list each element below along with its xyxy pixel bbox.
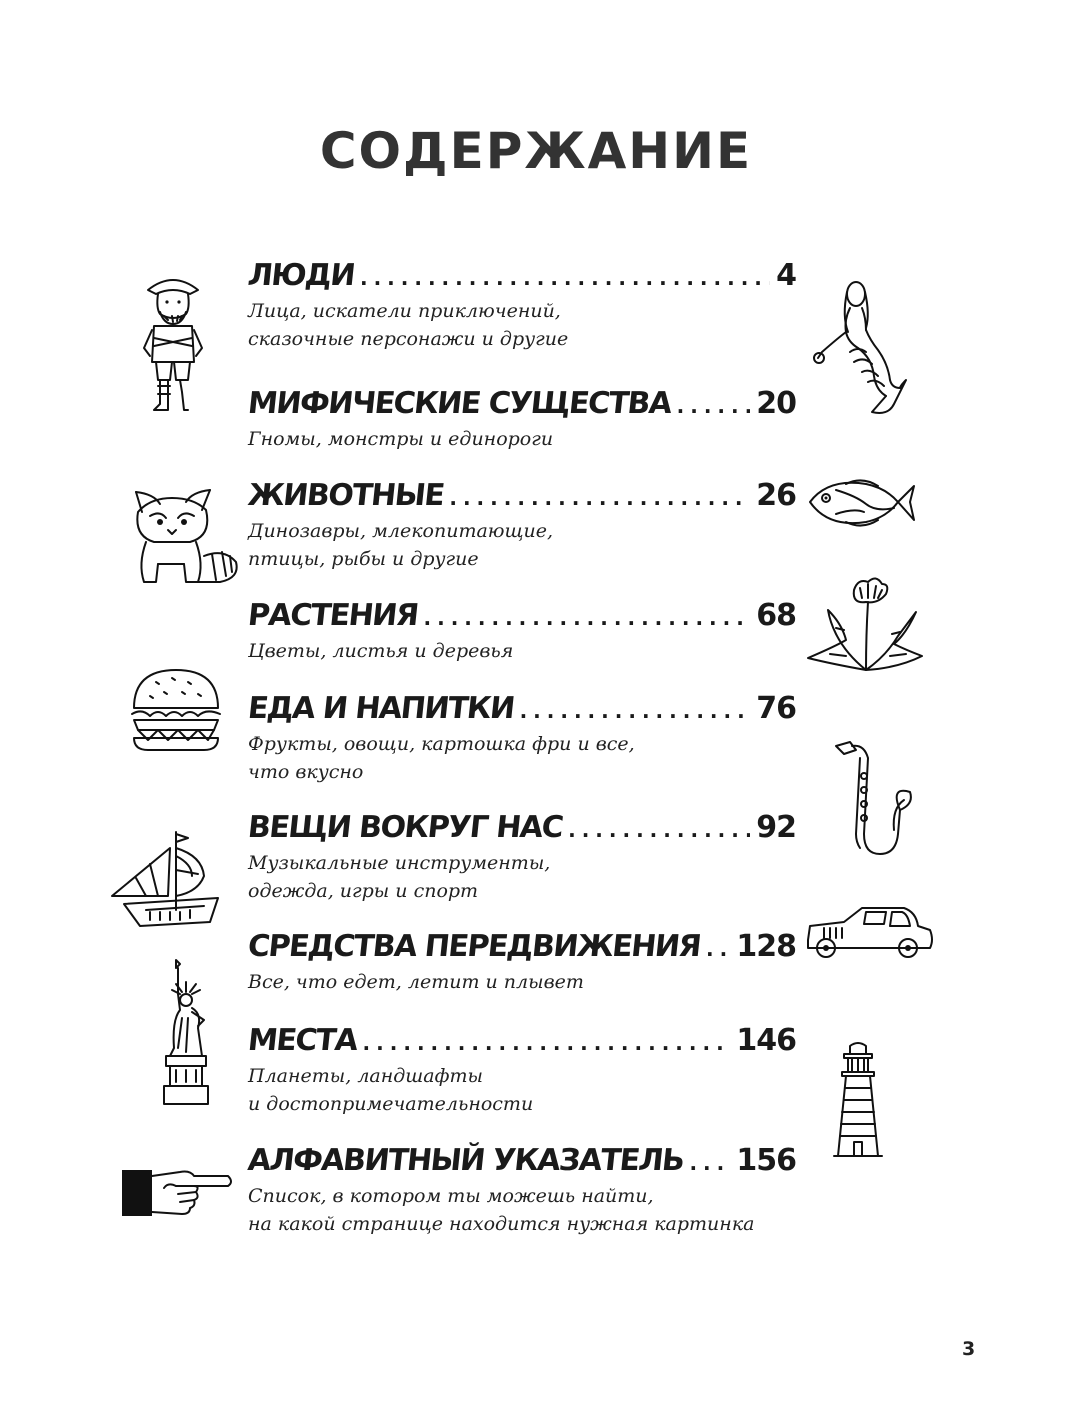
toc-entry-alphabetical-index[interactable] (248, 1143, 796, 1238)
toc-entry-description (248, 297, 796, 353)
description-line: Цветы, листья и деревья (248, 640, 514, 662)
toc-entry-things-around-us[interactable] (248, 810, 796, 905)
toc-entry-places[interactable] (248, 1023, 796, 1118)
toc-entry-title: АЛФАВИТНЫЙ УКАЗАТЕЛЬ (246, 1143, 686, 1178)
description-line: на какой странице находится нужная картинка (248, 1213, 755, 1235)
toc-entry-page: 156 (736, 1143, 796, 1178)
toc-leader-dots (520, 699, 751, 723)
toc-entry-description (248, 968, 796, 996)
toc-entry-page: 146 (736, 1023, 796, 1058)
toc-entry-heading (248, 1143, 796, 1178)
description-line: одежда, игры и спорт (248, 880, 479, 902)
toc-entry-page: 4 (776, 258, 796, 293)
description-line: Лица, искатели приключений, (248, 300, 561, 322)
description-line: Музыкальные инструменты, (248, 852, 551, 874)
toc-entry-page: 68 (756, 598, 796, 633)
toc-entry-heading (248, 386, 796, 421)
page-number: 3 (962, 1338, 976, 1360)
description-line: сказочные персонажи и другие (248, 328, 569, 350)
burger-icon (128, 664, 224, 754)
statue-of-liberty-icon (158, 958, 216, 1108)
toc-entry-title: ЖИВОТНЫЕ (246, 478, 446, 513)
toc-leader-dots (424, 606, 751, 630)
toc-leader-dots (677, 394, 751, 418)
sailing-ship-icon (106, 830, 226, 934)
toc-entry-title: СРЕДСТВА ПЕРЕДВИЖЕНИЯ (246, 929, 702, 964)
toc-entry-heading (248, 258, 796, 293)
toc-entry-heading (248, 598, 796, 633)
toc-entry-page: 92 (756, 810, 796, 845)
toc-entry-description (248, 517, 796, 573)
description-line: Все, что едет, летит и плывет (248, 971, 584, 993)
saxophone-icon (834, 738, 914, 860)
toc-leader-dots (568, 818, 750, 842)
toc-entry-transport[interactable] (248, 929, 796, 996)
description-line: Фрукты, овощи, картошка фри и все, (248, 733, 635, 755)
toc-leader-dots (449, 486, 750, 510)
lighthouse-icon (830, 1040, 886, 1160)
toc-entry-title: ВЕЩИ ВОКРУГ НАС (246, 810, 564, 845)
pointing-hand-icon (120, 1164, 234, 1222)
page-title: СОДЕРЖАНИЕ (319, 122, 753, 180)
toc-entry-description (248, 730, 796, 786)
toc-entry-description (248, 637, 796, 665)
toc-entry-mythical-creatures[interactable] (248, 386, 796, 453)
fish-icon (806, 474, 918, 532)
toc-entry-title: МЕСТА (246, 1023, 359, 1058)
red-panda-icon (124, 484, 242, 590)
description-line: Список, в котором ты можешь найти, (248, 1185, 654, 1207)
toc-entry-heading (248, 929, 796, 964)
toc-leader-dots (363, 1031, 731, 1055)
toc-entry-animals[interactable] (248, 478, 796, 573)
toc-entry-page: 128 (736, 929, 796, 964)
description-line: птицы, рыбы и другие (248, 548, 479, 570)
toc-entry-people[interactable] (248, 258, 796, 353)
toc-entry-heading (248, 1023, 796, 1058)
description-line: что вкусно (248, 761, 364, 783)
description-line: и достопримечательности (248, 1093, 534, 1115)
toc-entry-heading (248, 478, 796, 513)
description-line: Гномы, монстры и единороги (248, 428, 554, 450)
toc-entry-description (248, 1182, 796, 1238)
toc-leader-dots (360, 266, 770, 290)
toc-leader-dots (689, 1151, 730, 1175)
toc-entry-heading (248, 691, 796, 726)
toc-entry-description (248, 1062, 796, 1118)
toc-entry-page: 76 (756, 691, 796, 726)
description-line: Динозавры, млекопитающие, (248, 520, 554, 542)
toc-entry-title: ЛЮДИ (246, 258, 356, 293)
toc-leader-dots (706, 937, 730, 961)
toc-entry-title: РАСТЕНИЯ (246, 598, 420, 633)
toc-entry-heading (248, 810, 796, 845)
pirate-icon (128, 268, 218, 420)
toc-entry-description (248, 425, 796, 453)
dandelion-icon (806, 574, 924, 682)
toc-entry-title: МИФИЧЕСКИЕ СУЩЕСТВА (246, 386, 673, 421)
toc-entry-food-and-drinks[interactable] (248, 691, 796, 786)
description-line: Планеты, ландшафты (248, 1065, 483, 1087)
toc-entry-page: 20 (756, 386, 796, 421)
toc-entry-plants[interactable] (248, 598, 796, 665)
toc-entry-title: ЕДА И НАПИТКИ (246, 691, 516, 726)
vintage-car-icon (804, 904, 936, 960)
toc-entry-description (248, 849, 796, 905)
toc-entry-page: 26 (756, 478, 796, 513)
mermaid-icon (808, 276, 910, 420)
